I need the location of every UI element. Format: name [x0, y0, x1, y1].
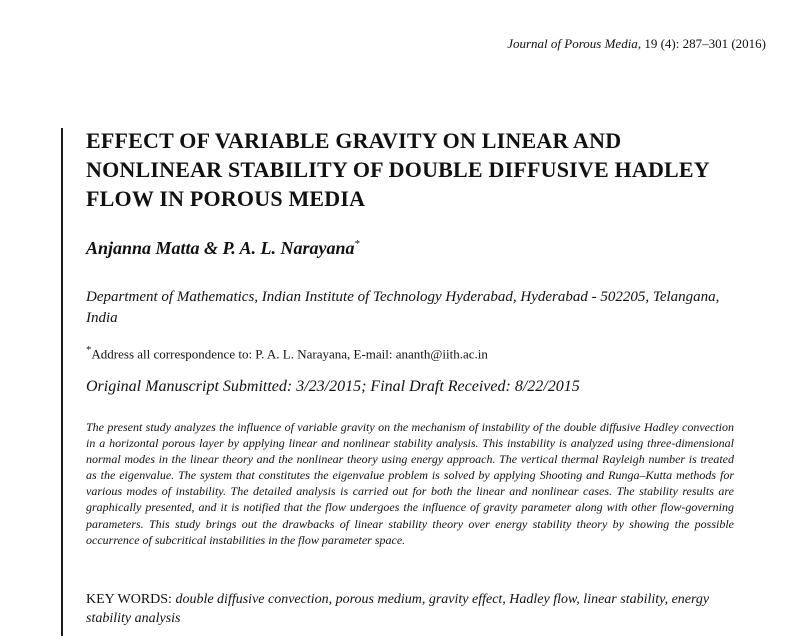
abstract: The present study analyzes the influence of variable gravity on the mechanism of instability of the double diffusive Hadley convection in a horizontal porous layer by applying linear and nonlinear stability analysis. This instability is analyzed using three-dimensional normal modes in the linear theory and the nonlinear theory using energy approach. The vertical thermal Rayleigh number is treated as the eigenvalue. The system that constitutes the eigenvalue problem is solved by applying Shooting and Runga–Kutta methods for various modes of instability. The detailed analysis is carried out for both the linear and nonlinear cases. The stability results are graphically presented, and it is notified that the flow undergoes the influence of gravity parameter along with other flow-governing parameters. This study brings out the drawbacks of linear stability theory over energy stability theory by showing the possible occurrence of subcritical instabilities in the flow parameter space.	[86, 420, 734, 547]
affiliation: Department of Mathematics, Indian Institute of Technology Hyderabad, Hyderabad - 502205, Telangana, India	[86, 289, 720, 326]
address-footnote-mark: *	[86, 344, 92, 356]
journal-volume-pages: , 19 (4): 287–301 (2016)	[637, 36, 766, 51]
paper-title: EFFECT OF VARIABLE GRAVITY ON LINEAR AND NONLINEAR STABILITY OF DOUBLE DIFFUSIVE HADLEY FLOW IN POROUS MEDIA	[86, 128, 710, 211]
author-line	[86, 238, 360, 259]
address-text: Address all correspondence to: P. A. L. Narayana, E-mail: ananth@iith.ac.in	[91, 346, 488, 362]
keywords	[86, 590, 736, 628]
keywords-label: KEY WORDS:	[86, 592, 172, 607]
author-names: Anjanna Matta & P. A. L. Narayana	[86, 238, 355, 258]
manuscript-dates: Original Manuscript Submitted: 3/23/2015; Final Draft Received: 8/22/2015	[86, 378, 580, 395]
keywords-list: double diffusive convection, porous medium, gravity effect, Hadley flow, linear stability, energy stability analysis	[86, 592, 710, 626]
journal-citation	[507, 36, 766, 52]
left-margin-rule	[61, 128, 63, 636]
journal-name: Journal of Porous Media	[507, 36, 638, 51]
author-footnote-mark: *	[354, 238, 361, 250]
correspondence-address	[86, 344, 488, 362]
